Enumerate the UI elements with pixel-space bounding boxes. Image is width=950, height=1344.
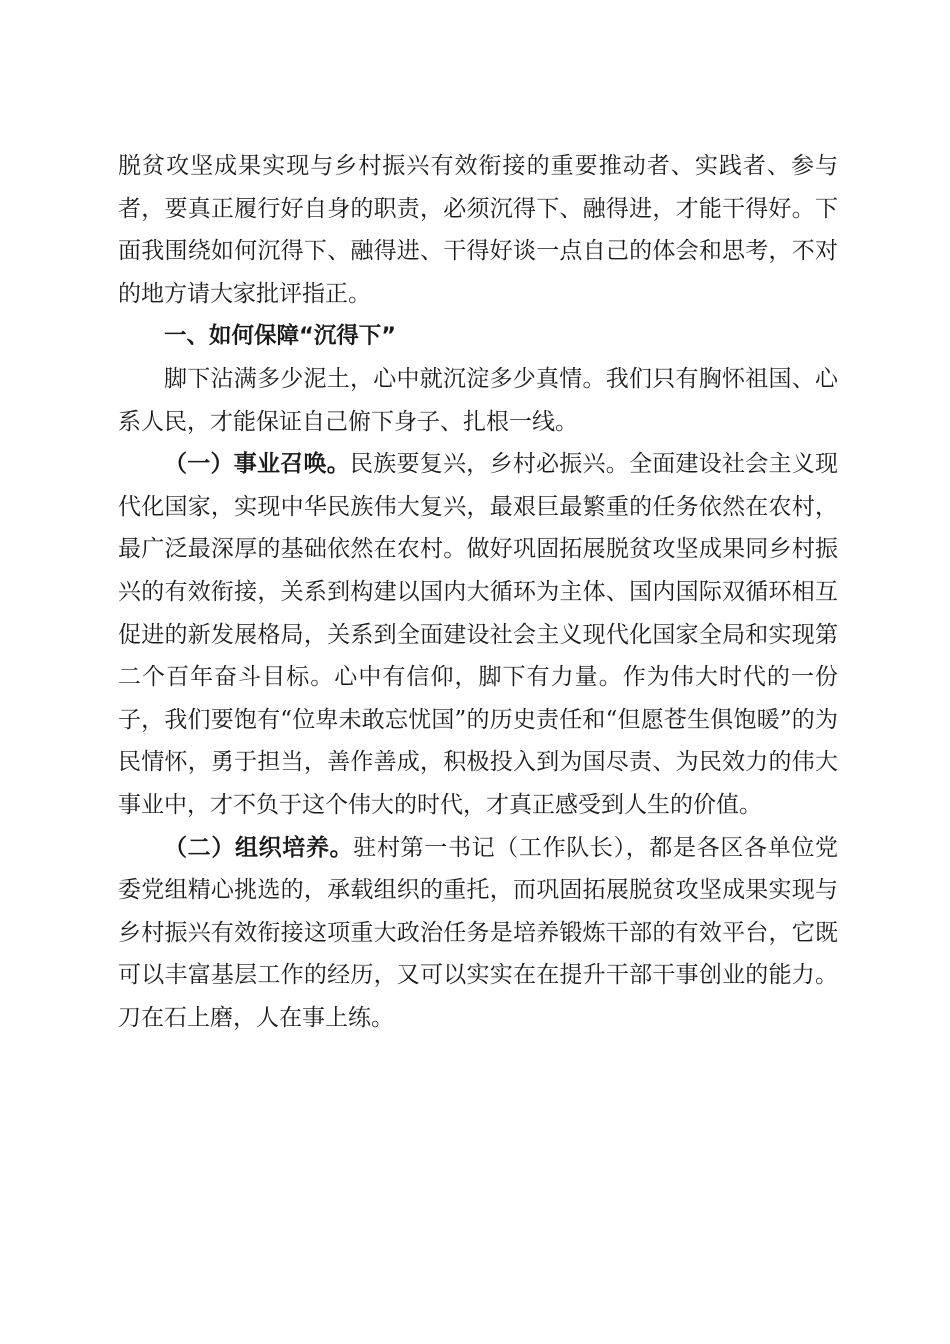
paragraph-section-intro: 脚下沾满多少泥土，心中就沉淀多少真情。我们只有胸怀祖国、心系人民，才能保证自己俯下身子、扎根一线。 xyxy=(118,365,838,435)
paragraph-organization-training-body: 驻村第一书记（工作队长），都是各区各单位党委党组精心挑选的，承载组织的重托，而巩固拓展脱贫攻坚成果实现与乡村振兴有效衔接这项重大政治任务是培养锻炼干部的有效平台，它既可以丰富基层工作的经历，又可以实实在在提升干部干事创业的能力。刀在石上磨，人在事上练。 xyxy=(118,834,839,1031)
paragraph-continuation: 脱贫攻坚成果实现与乡村振兴有效衔接的重要推动者、实践者、参与者，要真正履行好自身的职责，必须沉得下、融得进，才能干得好。下面我围绕如何沉得下、融得进、干得好谈一点自己的体会和思考，不对的地方请大家批评指正。 xyxy=(118,153,838,307)
paragraph-organization-training xyxy=(118,827,838,1040)
document-body xyxy=(118,145,838,1039)
subheading-career-calling: （一）事业召唤。 xyxy=(164,450,350,478)
paragraph-career-calling xyxy=(118,443,838,826)
subheading-organization-training: （二）组织培养。 xyxy=(164,833,354,861)
section-heading-1: 一、如何保障“沉得下” xyxy=(164,323,397,350)
paragraph-career-calling-body: 民族要复兴，乡村必振兴。全面建设社会主义现代化国家，实现中华民族伟大复兴，最艰巨最繁重的任务依然在农村，最广泛最深厚的基础依然在农村。做好巩固拓展脱贫攻坚成果同乡村振兴的有效衔接，关系到构建以国内大循环为主体、国内国际双循环相互促进的新发展格局，关系到全面建设社会主义现代化国家全局和实现第二个百年奋斗目标。心中有信仰，脚下有力量。作为伟大时代的一份子，我们要饱有“位卑未敢忘忧国”的历史责任和“但愿苍生俱饱暖”的为民情怀，勇于担当，善作善成，积极投入到为国尽责、为民效力的伟大事业中，才不负于这个伟大的时代，才真正感受到人生的价值。 xyxy=(118,451,838,818)
